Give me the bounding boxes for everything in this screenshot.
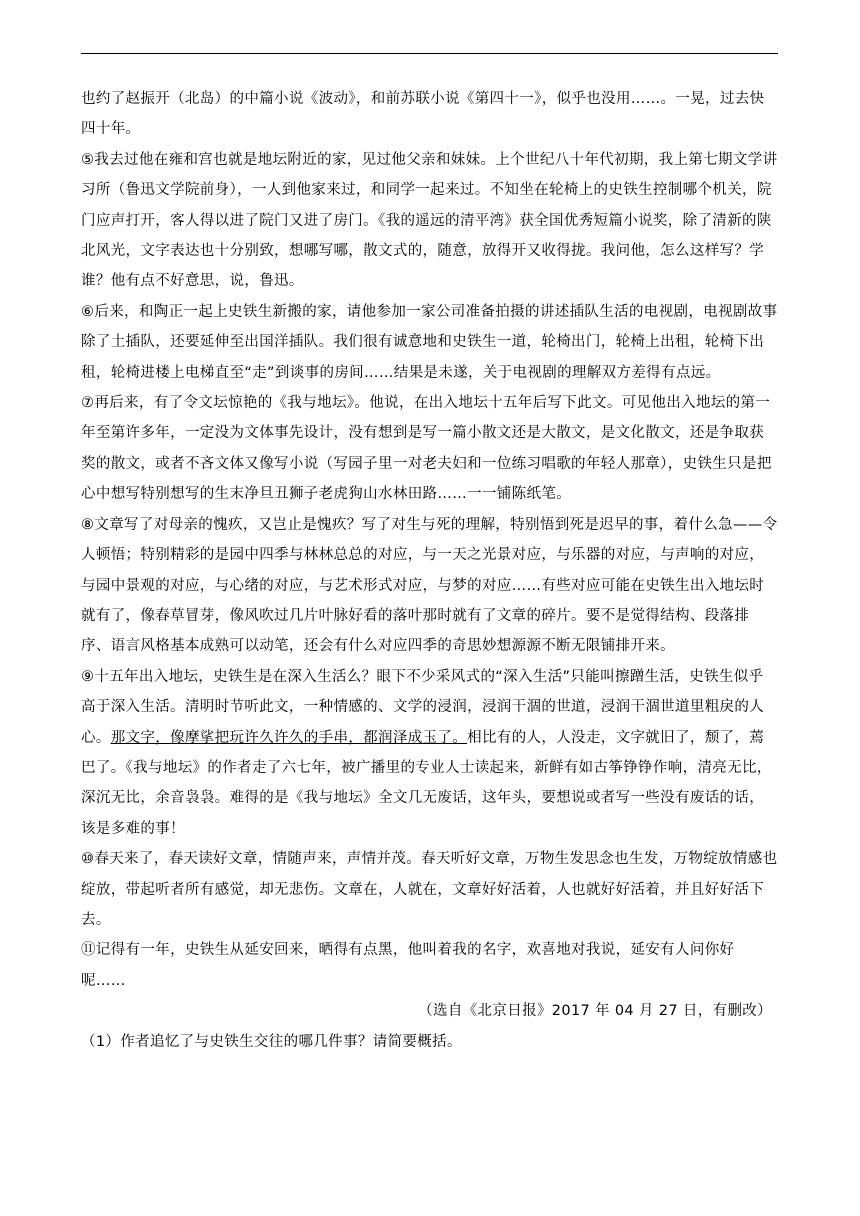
paragraph-9 [81,662,778,844]
question-1: （1）作者追忆了与史铁生交往的哪几件事？请简要概括。 [81,1033,462,1050]
paragraph-9-part-2: 相比有的人，人没走，文字就旧了，颓了，蔫巴了。《我与地坛》的作者走了六七年，被广播里的专业人士读起来，新鲜有如古筝铮铮作响，清亮无比，深沉无比，余音袅袅。难得的是《我与地坛》全文几无废话，这年头，要想说或者写一些没有废话的话，该是多难的事！ [81,729,772,837]
paragraph-5: ⑤我去过他在雍和宫也就是地坛附近的家，见过他父亲和妹妹。上个世纪八十年代初期，我上第七期文学讲习所（鲁迅文学院前身），一人到他家来过，和同学一起来过。不知坐在轮椅上的史铁生控制哪个机关，院门应声打开，客人得以进了院门又进了房门。《我的遥远的清平湾》获全国优秀短篇小说奖，除了清新的陕北风光，文字表达也十分别致，想哪写哪，散文式的，随意，放得开又收得拢。我问他，怎么这样写？学谁？他有点不好意思，说，鲁迅。 [81,151,778,290]
paragraph-8: ⑧文章写了对母亲的愧疚，又岂止是愧疚？写了对生与死的理解，特别悟到死是迟早的事，着什么急——令人顿悟；特别精彩的是园中四季与林林总总的对应，与一天之光景对应，与乐器的对应，与声响的对应，与园中景观的对应，与心绪的对应，与艺术形式对应，与梦的对应……有些对应可能在史铁生出入地坛时就有了，像春草冒芽，像风吹过几片叶脉好看的落叶那时就有了文章的碎片。要不是觉得结构、段落排序、语言风格基本成熟可以动笔，还会有什么对应四季的奇思妙想源源不断无限铺排开来。 [81,516,778,655]
paragraph-10: ⑩春天来了，春天读好文章，情随声来，声情并茂。春天听好文章，万物生发思念也生发，万物绽放情感也绽放，带起听者所有感觉，却无悲伤。文章在，人就在，文章好好活着，人也就好好活着，并且好好活下去。 [81,851,778,928]
article-body [81,84,778,1057]
source-citation: （选自《北京日报》2017 年 04 月 27 日，有删改） [418,1003,772,1020]
paragraph-11: ⑪记得有一年，史铁生从延安回来，晒得有点黑，他叫着我的名字，欢喜地对我说，延安有人问你好呢…… [81,942,735,989]
underlined-sentence: 那文字，像摩挲把玩许久许久的手串，都润泽成玉了。 [110,729,468,746]
paragraph-7: ⑦再后来，有了令文坛惊艳的《我与地坛》。他说，在出入地坛十五年后写下此文。可见他出入地坛的第一年至第许多年，一定没为文体事先设计，没有想到是写一篇小散文还是大散文，是文化散文，还是争取获奖的散文，或者不吝文体又像写小说（写园子里一对老夫妇和一位练习唱歌的年轻人那章），史铁生只是把心中想写特别想写的生末净旦丑狮子老虎狗山水林田路……一一铺陈纸笔。 [81,395,772,503]
paragraph-6: ⑥后来，和陶正一起上史铁生新搬的家，请他参加一家公司准备拍摄的讲述插队生活的电视剧，电视剧故事除了土插队，还要延伸至出国洋插队。我们很有诚意地和史铁生一道，轮椅出门，轮椅上出租，轮椅下出租，轮椅进楼上电梯直至“走”到谈事的房间……结果是未遂，关于电视剧的理解双方差得有点远。 [81,303,778,381]
paragraph-9-part-1: ⑨十五年出入地坛，史铁生是在深入生活么？眼下不少采风式的“深入生活”只能叫擦蹭生活，史铁生似乎高于深入生活。清明时节听此文，一种情感的、文学的浸润，浸润干涸的世道，浸润干涸世道里粗戾的人心。 [81,668,765,746]
header-rule [81,53,778,54]
paragraph-continued: 也约了赵振开（北岛）的中篇小说《波动》，和前苏联小说《第四十一》，似乎也没用……。一晃，过去快四十年。 [81,91,765,138]
